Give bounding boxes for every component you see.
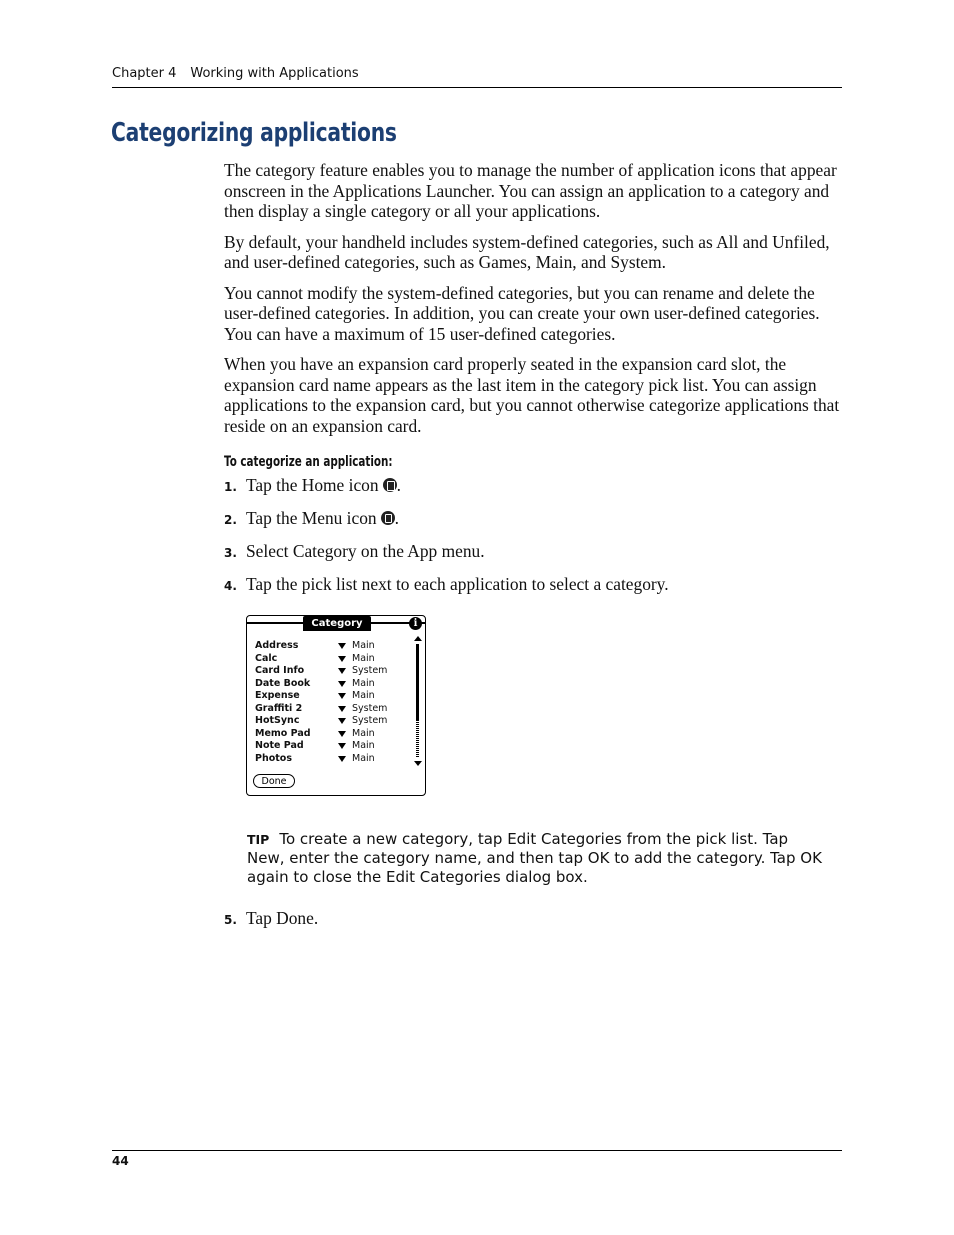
scroll-down-icon[interactable] — [414, 761, 422, 766]
category-picklist[interactable]: Main — [352, 677, 375, 689]
step-2 — [224, 508, 844, 531]
step-text: Tap the Menu icon . — [246, 508, 399, 528]
scroll-track[interactable] — [416, 720, 419, 758]
app-name: Calc — [255, 652, 278, 664]
category-picklist[interactable]: Main — [352, 740, 375, 751]
category-picklist[interactable]: System — [352, 702, 388, 714]
app-name: Expense — [255, 690, 300, 701]
picklist-arrow-icon[interactable] — [338, 706, 346, 712]
step-number: 5. — [224, 913, 237, 927]
step-text: Select Category on the App menu. — [246, 541, 485, 561]
menu-icon — [381, 511, 395, 525]
picklist-arrow-icon[interactable] — [338, 731, 346, 737]
paragraph: By default, your handheld includes system-defined categories, such as All and Unfiled, and user-defined categories, such as Games, Main, and System. — [224, 231, 830, 272]
category-picklist[interactable]: Main — [352, 690, 375, 701]
list-item — [255, 703, 405, 715]
list-item — [255, 690, 405, 702]
body-content — [224, 160, 844, 607]
list-item — [255, 665, 405, 677]
done-button[interactable]: Done — [253, 774, 295, 788]
scrollbar[interactable] — [414, 636, 422, 766]
home-icon — [383, 478, 397, 492]
section-label: Working with Applications — [190, 66, 359, 81]
screen-title-bar — [247, 616, 425, 631]
list-item — [255, 728, 405, 740]
app-name: Note Pad — [255, 740, 304, 751]
scroll-up-icon[interactable] — [414, 636, 422, 641]
list-item — [255, 640, 405, 652]
step-number: 4. — [224, 579, 237, 593]
app-name: Graffiti 2 — [255, 702, 303, 714]
step-5-container — [224, 908, 844, 941]
step-text: Tap Done. — [246, 908, 319, 928]
picklist-arrow-icon[interactable] — [338, 693, 346, 699]
list-item — [255, 740, 405, 752]
picklist-arrow-icon[interactable] — [338, 668, 346, 674]
page-title: Categorizing applications — [111, 118, 397, 148]
page-number: 44 — [112, 1154, 129, 1168]
picklist-arrow-icon[interactable] — [338, 681, 346, 687]
category-picklist[interactable]: Main — [352, 640, 375, 651]
step-text: Tap the pick list next to each application to select a category. — [246, 574, 669, 594]
chapter-label: Chapter 4 — [112, 66, 177, 81]
tip-text: To create a new category, tap Edit Categories from the pick list. Tap New, enter the category name, and then tap OK to add the category. Tap OK again to close the Edit Categories dialog box. — [247, 830, 822, 886]
category-picklist[interactable]: System — [352, 665, 388, 676]
tip-box — [247, 830, 827, 887]
app-name: Memo Pad — [255, 727, 311, 739]
step-4 — [224, 574, 844, 597]
list-item — [255, 715, 405, 727]
app-name: Card Info — [255, 665, 305, 676]
header-rule — [112, 87, 842, 88]
picklist-arrow-icon[interactable] — [338, 743, 346, 749]
picklist-arrow-icon[interactable] — [338, 643, 346, 649]
category-screen — [246, 615, 426, 796]
list-item — [255, 653, 405, 665]
step-number: 3. — [224, 546, 237, 560]
picklist-arrow-icon[interactable] — [338, 656, 346, 662]
category-picklist[interactable]: Main — [352, 727, 375, 739]
picklist-arrow-icon[interactable] — [338, 756, 346, 762]
screen-title: Category — [303, 616, 371, 631]
app-name: Photos — [255, 752, 292, 764]
step-3 — [224, 541, 844, 564]
category-picklist[interactable]: Main — [352, 652, 375, 664]
list-item — [255, 753, 405, 765]
running-header — [112, 66, 842, 81]
procedure-heading: To categorize an application: — [224, 454, 393, 470]
tip-label: TIP — [247, 832, 270, 847]
app-name: HotSync — [255, 715, 300, 726]
scroll-thumb[interactable] — [416, 644, 419, 720]
category-picklist[interactable]: System — [352, 715, 388, 726]
footer-rule — [112, 1150, 842, 1151]
app-name: Date Book — [255, 677, 311, 689]
step-number: 1. — [224, 480, 237, 494]
info-icon[interactable]: i — [409, 617, 422, 630]
paragraph: When you have an expansion card properly seated in the expansion card slot, the expansion card name appears as the last item in the category pick list. You can assign applications to the expansion card, but you cannot otherwise categorize applications that reside on an expansion card. — [224, 354, 840, 436]
step-1 — [224, 475, 844, 498]
app-name: Address — [255, 640, 299, 651]
paragraph: You cannot modify the system-defined categories, but you can rename and delete the user-defined categories. In addition, you can create your own user-defined categories. You can have a maximum of 15 user-defined categories. — [224, 282, 820, 344]
list-item — [255, 678, 405, 690]
step-5 — [224, 908, 844, 931]
step-text: Tap the Home icon . — [246, 475, 401, 495]
picklist-arrow-icon[interactable] — [338, 718, 346, 724]
category-picklist[interactable]: Main — [352, 752, 375, 764]
step-number: 2. — [224, 513, 237, 527]
paragraph: The category feature enables you to manage the number of application icons that appear onscreen in the Applications Launcher. You can assign an application to a category and then display a single category or all your applications. — [224, 160, 837, 221]
